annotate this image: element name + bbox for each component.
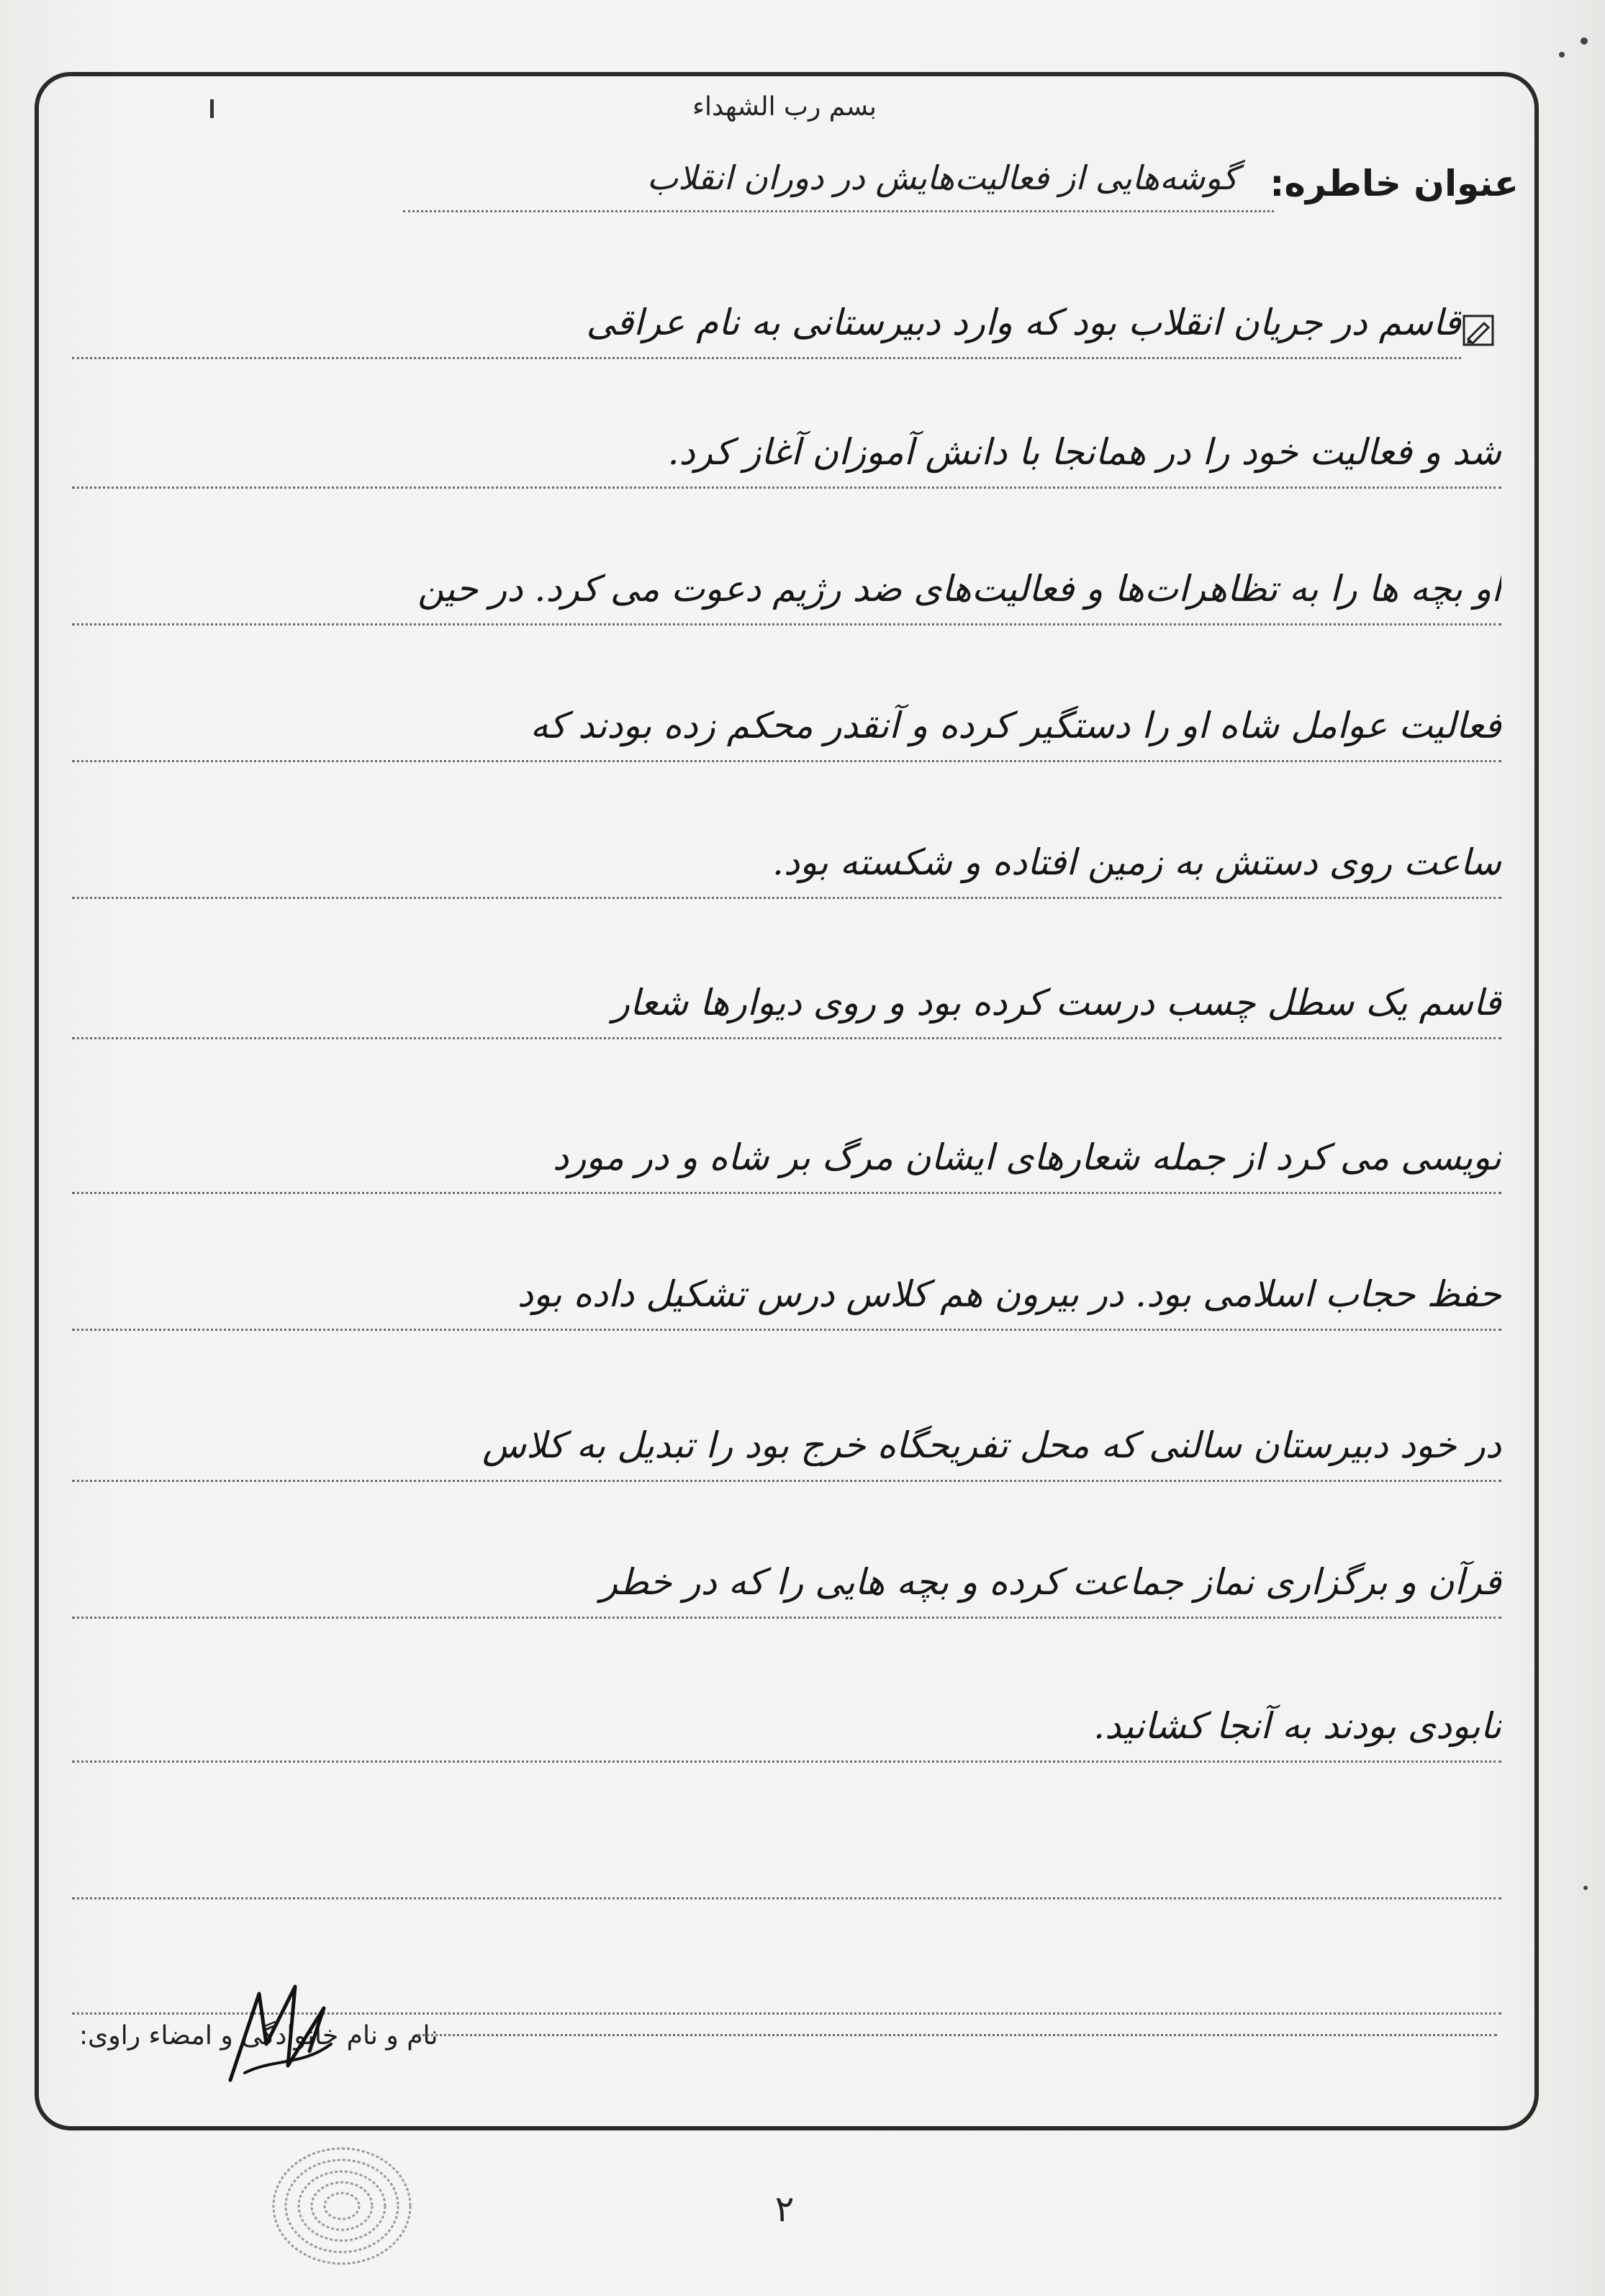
memoir-line: نویسی می کرد از جمله شعارهای ایشان مرگ بر شاه و در مورد: [72, 1123, 1501, 1194]
scan-speck: [1581, 37, 1588, 45]
memoir-line: فعالیت عوامل شاه او را دستگیر کرده و آنقدر محکم زده بودند که: [72, 691, 1501, 762]
page-border-frame: [35, 72, 1539, 2130]
memoir-line: ساعت روی دستش به زمین افتاده و شکسته بود.: [72, 828, 1501, 899]
memoir-line: او بچه ها را به تظاهرات‌ها و فعالیت‌های ضد رژیم دعوت می کرد. در حین: [72, 554, 1501, 625]
pencil-icon: [1462, 315, 1494, 346]
memoir-line: حفظ حجاب اسلامی بود. در بیرون هم کلاس درس تشکیل داده بود: [72, 1260, 1501, 1331]
handwritten-signature: [216, 1979, 345, 2094]
memoir-line: قاسم در جریان انقلاب بود که وارد دبیرستانی به نام عراقی: [72, 288, 1461, 359]
memoir-line: نابودی بودند به آنجا کشانید.: [72, 1691, 1501, 1763]
memoir-line: قرآن و برگزاری نماز جماعت کرده و بچه هایی را که در خطر: [72, 1547, 1501, 1619]
page-corner-mark: [210, 99, 214, 118]
memoir-title-handwritten: گوشه‌هایی از فعالیت‌هایش در دوران انقلاب: [646, 158, 1238, 197]
memoir-line: قاسم یک سطل چسب درست کرده بود و روی دیوارها شعار: [72, 968, 1501, 1039]
title-dotted-line: [403, 210, 1274, 212]
narrator-signature-label: نام و نام خانوادگی و امضاء راوی:: [79, 2021, 438, 2051]
memoir-line: در خود دبیرستان سالنی که محل تفریحگاه خرج بود را تبدیل به کلاس: [72, 1411, 1501, 1482]
invocation-header: بسم رب الشهداء: [692, 92, 877, 122]
page-number: ۲: [774, 2188, 795, 2230]
memoir-line: [72, 1828, 1501, 1899]
memoir-line: شد و فعالیت خود را در همانجا با دانش آموزان آغاز کرد.: [72, 417, 1501, 489]
scan-speck: [1559, 52, 1565, 58]
signature-dotted-line: [417, 2034, 1497, 2036]
memoir-title-label: عنوان خاطره:: [1270, 163, 1519, 204]
fingerprint-mark: [259, 2130, 425, 2274]
scan-speck: [1583, 1886, 1588, 1890]
